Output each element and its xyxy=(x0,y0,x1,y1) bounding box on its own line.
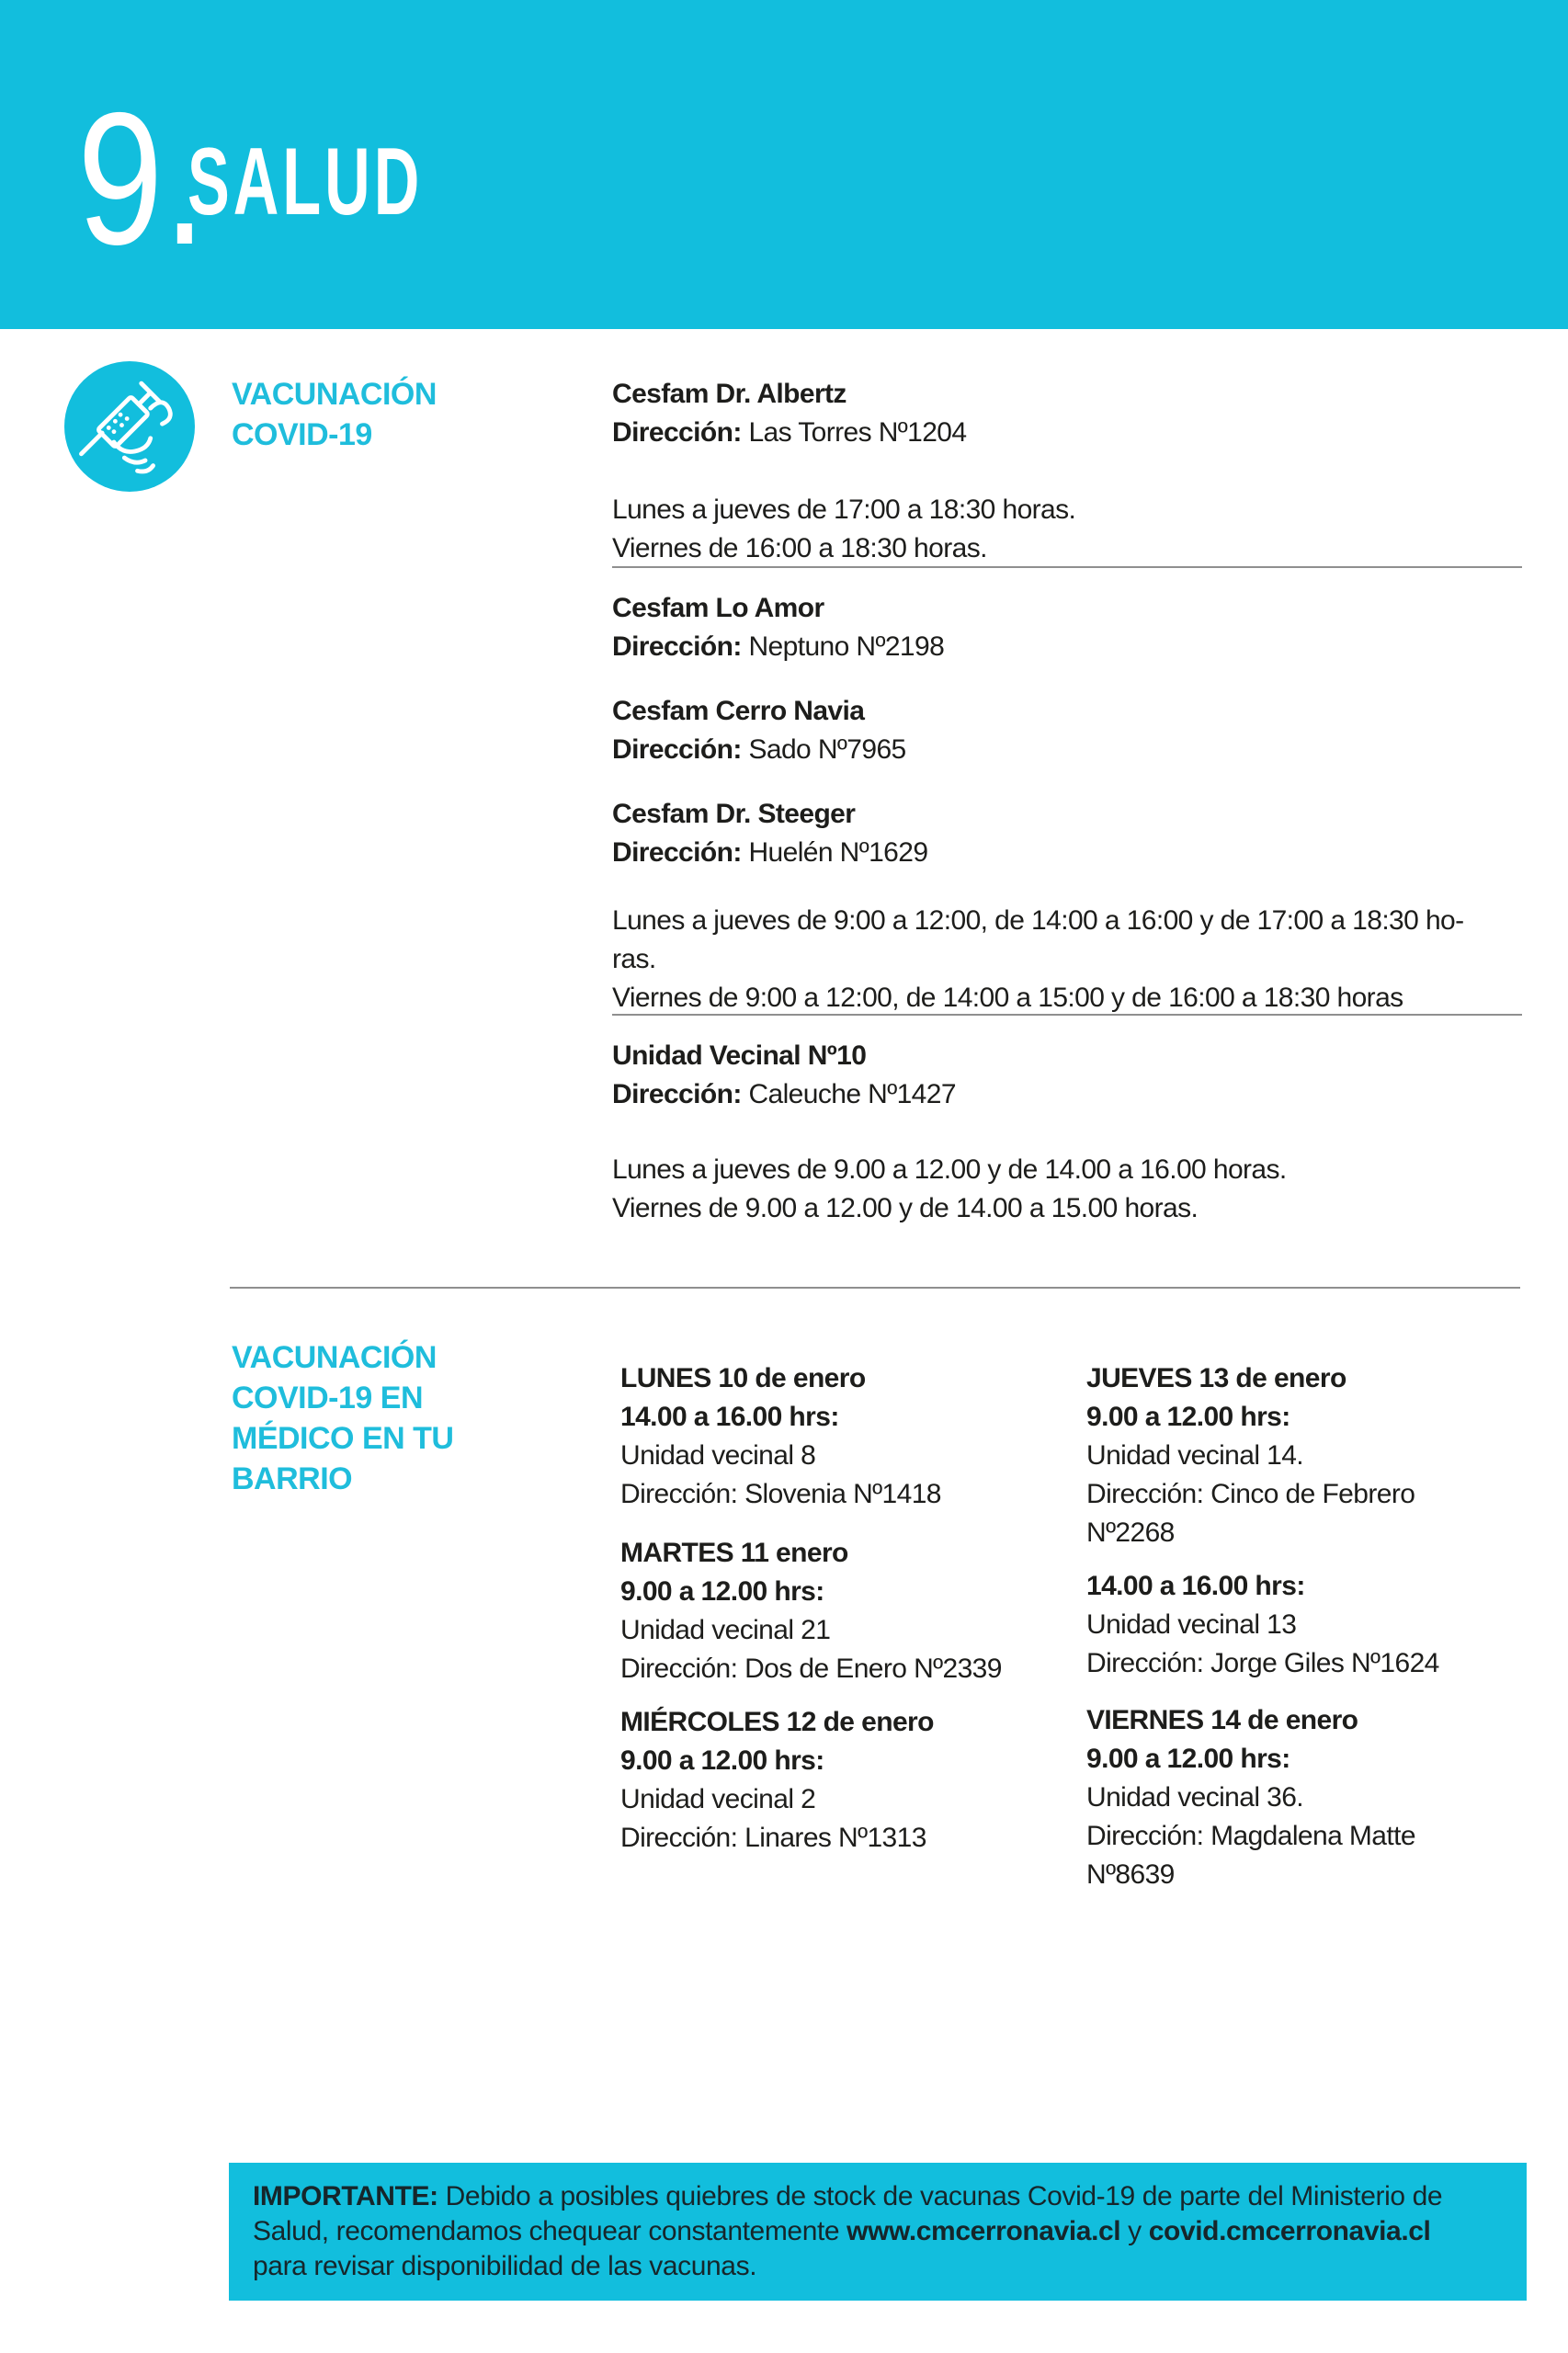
schedule-line: Dirección: Slovenia Nº1418 xyxy=(620,1479,941,1509)
section-label-line: MÉDICO EN TU xyxy=(232,1421,454,1456)
address-value: Huelén Nº1629 xyxy=(748,837,928,868)
schedule-line: Unidad vecinal 36. xyxy=(1086,1782,1304,1813)
facility-entry xyxy=(612,795,1540,872)
page-title: SALUD xyxy=(187,129,424,235)
facility-name: Unidad Vecinal Nº10 xyxy=(612,1040,867,1071)
address-value: Las Torres Nº1204 xyxy=(748,417,967,448)
schedule-line: Dirección: Dos de Enero Nº2339 xyxy=(620,1654,1002,1684)
schedule-day: MARTES 11 enero xyxy=(620,1538,848,1568)
schedule-line: Unidad vecinal 2 xyxy=(620,1784,816,1814)
website-link[interactable]: covid.cmcerronavia.cl xyxy=(1148,2216,1431,2246)
hours-line: ras. xyxy=(612,944,656,974)
address-value: Caleuche Nº1427 xyxy=(748,1079,956,1109)
address-label: Dirección: xyxy=(612,417,742,448)
section-divider xyxy=(612,566,1522,568)
schedule-line: Unidad vecinal 8 xyxy=(620,1440,816,1471)
facility-entry xyxy=(612,589,1540,666)
schedule-time: 14.00 a 16.00 hrs: xyxy=(620,1402,839,1432)
address-line xyxy=(612,414,1540,452)
hours-line: Lunes a jueves de 9.00 a 12.00 y de 14.00 a 16.00 horas. xyxy=(612,1154,1287,1185)
address-label: Dirección: xyxy=(612,837,742,868)
section-divider xyxy=(612,1014,1522,1016)
section-label-line: COVID-19 EN xyxy=(232,1381,423,1415)
important-label: IMPORTANTE: xyxy=(253,2181,438,2211)
schedule-day: VIERNES 14 de enero xyxy=(1086,1705,1358,1735)
facility-entry xyxy=(612,1037,1540,1114)
address-label: Dirección: xyxy=(612,734,742,765)
schedule-line: Unidad vecinal 14. xyxy=(1086,1440,1304,1471)
important-text: y xyxy=(1120,2216,1149,2246)
schedule-time: 9.00 a 12.00 hrs: xyxy=(620,1745,824,1776)
important-text: Debido a posibles quiebres de stock de vacunas Covid-19 de parte del Ministerio de xyxy=(437,2181,1443,2211)
schedule-line: Dirección: Jorge Giles Nº1624 xyxy=(1086,1648,1439,1678)
hours-line: Viernes de 9:00 a 12:00, de 14:00 a 15:00 y de 16:00 a 18:30 horas xyxy=(612,983,1403,1013)
schedule-column-left xyxy=(620,1359,1075,1858)
schedule-time: 9.00 a 12.00 hrs: xyxy=(1086,1744,1290,1774)
facility-entry xyxy=(612,375,1540,452)
address-value: Neptuno Nº2198 xyxy=(748,631,945,662)
important-note-line xyxy=(253,2214,1503,2249)
facility-entry xyxy=(612,692,1540,769)
schedule-column-right xyxy=(1086,1359,1564,1894)
schedule-block xyxy=(620,1534,1075,1688)
facility-name: Cesfam Dr. Steeger xyxy=(612,799,856,829)
schedule-block xyxy=(1086,1701,1564,1894)
page-header xyxy=(0,0,1568,329)
schedule-day: JUEVES 13 de enero xyxy=(1086,1363,1346,1393)
facility-hours xyxy=(612,491,1540,568)
important-note-line xyxy=(253,2179,1503,2214)
schedule-block xyxy=(620,1703,1075,1858)
address-label: Dirección: xyxy=(612,1079,742,1109)
address-value: Sado Nº7965 xyxy=(748,734,906,765)
schedule-line: Dirección: Magdalena Matte xyxy=(1086,1821,1415,1851)
hours-line: Lunes a jueves de 17:00 a 18:30 horas. xyxy=(612,494,1076,525)
schedule-time: 9.00 a 12.00 hrs: xyxy=(620,1576,824,1607)
section-label-line: VACUNACIÓN xyxy=(232,377,437,412)
section-number: 9. xyxy=(77,74,207,284)
schedule-line: Unidad vecinal 21 xyxy=(620,1615,831,1645)
address-line xyxy=(612,628,1540,666)
facility-name: Cesfam Lo Amor xyxy=(612,593,824,623)
facility-name: Cesfam Cerro Navia xyxy=(612,696,865,726)
schedule-time: 14.00 a 16.00 hrs: xyxy=(1086,1571,1305,1601)
address-line xyxy=(612,834,1540,872)
schedule-block xyxy=(620,1359,1075,1514)
section-label-line: VACUNACIÓN xyxy=(232,1340,437,1375)
hours-line: Lunes a jueves de 9:00 a 12:00, de 14:00 a 16:00 y de 17:00 a 18:30 ho- xyxy=(612,905,1464,936)
address-line xyxy=(612,1075,1540,1114)
schedule-block xyxy=(1086,1359,1564,1552)
section-label-line: BARRIO xyxy=(232,1461,353,1496)
schedule-day: LUNES 10 de enero xyxy=(620,1363,866,1393)
schedule-line: Nº2268 xyxy=(1086,1518,1175,1548)
syringe-in-hand-icon xyxy=(64,361,195,492)
schedule-block xyxy=(1086,1567,1564,1683)
schedule-day: MIÉRCOLES 12 de enero xyxy=(620,1707,934,1737)
facility-name: Cesfam Dr. Albertz xyxy=(612,379,846,409)
hours-line: Viernes de 16:00 a 18:30 horas. xyxy=(612,533,987,563)
schedule-time: 9.00 a 12.00 hrs: xyxy=(1086,1402,1290,1432)
important-note-line: para revisar disponibilidad de las vacunas. xyxy=(253,2251,757,2281)
facility-hours xyxy=(612,902,1540,1017)
schedule-line: Dirección: Cinco de Febrero xyxy=(1086,1479,1415,1509)
section-label-medico-en-tu-barrio xyxy=(232,1337,453,1499)
facility-hours xyxy=(612,1151,1540,1228)
section-label-line: COVID-19 xyxy=(232,417,372,452)
website-link[interactable]: www.cmcerronavia.cl xyxy=(846,2216,1121,2246)
schedule-line: Dirección: Linares Nº1313 xyxy=(620,1823,926,1853)
important-note xyxy=(229,2163,1527,2301)
important-text: Salud, recomendamos chequear constantemente xyxy=(253,2216,847,2246)
schedule-line: Unidad vecinal 13 xyxy=(1086,1609,1297,1640)
address-label: Dirección: xyxy=(612,631,742,662)
hours-line: Viernes de 9.00 a 12.00 y de 14.00 a 15.00 horas. xyxy=(612,1193,1199,1223)
address-line xyxy=(612,731,1540,769)
section-label-vacunacion-covid19 xyxy=(232,374,437,455)
section-divider xyxy=(230,1287,1520,1289)
schedule-line: Nº8639 xyxy=(1086,1859,1175,1890)
